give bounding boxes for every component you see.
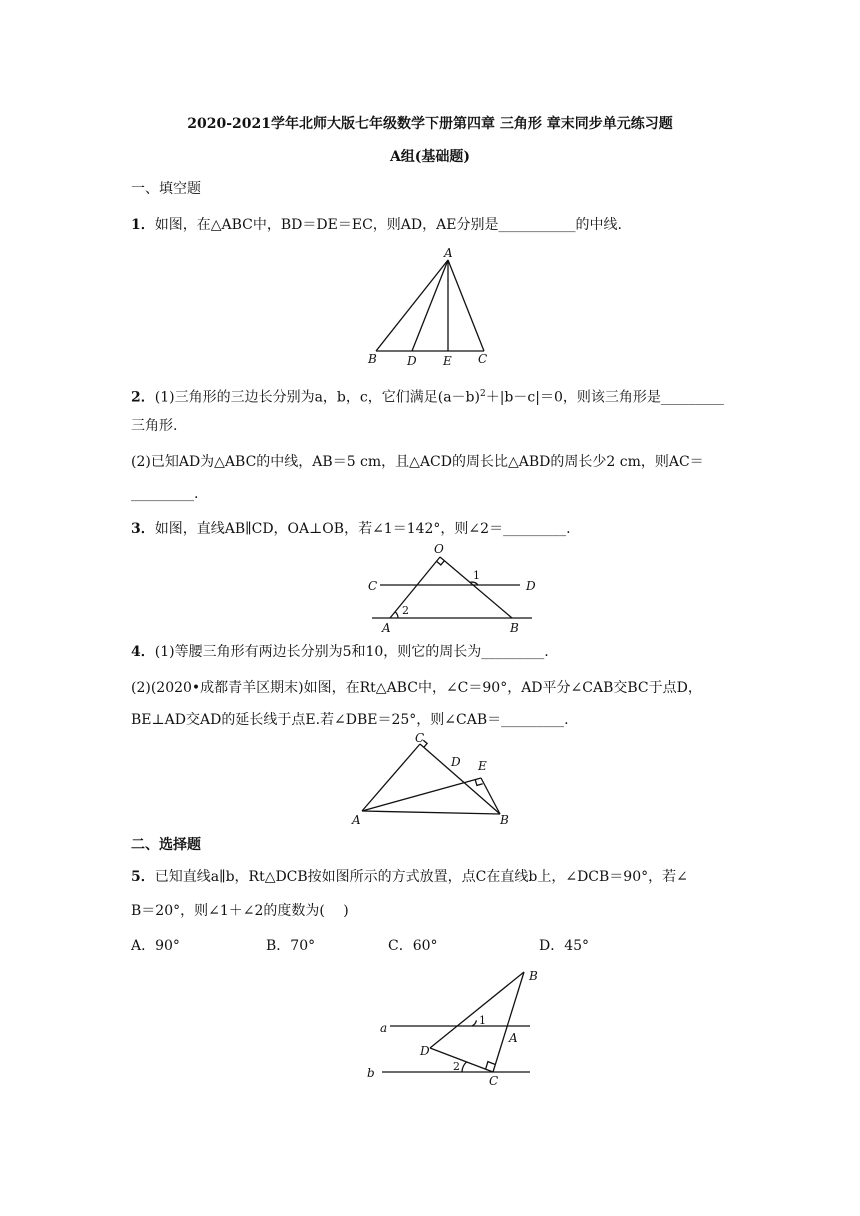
label-a: a [380,1021,388,1035]
label-a: A [352,813,361,827]
label-angle-1: 1 [479,1014,486,1027]
question-5-line-2: B＝20°，则∠1＋∠2的度数为( ) [131,903,349,919]
figure-triangle-abc-medians [360,245,500,370]
question-1 [131,216,622,234]
label-e: E [443,354,452,368]
label-angle-2: 2 [402,604,409,617]
label-d: D [420,1044,430,1058]
question-number: 1． [131,217,155,233]
option-d: D．45° [539,938,590,954]
label-d: D [451,755,461,769]
option-a: A．90° [131,938,180,954]
superscript: 2 [479,389,486,399]
question-text: 如图，在△ABC中，BD＝DE＝EC，则AD，AE分别是___________的中线. [154,217,622,233]
label-a: A [444,246,453,260]
label-c: C [489,1074,499,1088]
question-number: 5． [131,869,155,885]
label-c: C [478,352,488,366]
option-c: C．60° [388,938,438,954]
label-angle-2: 2 [453,1060,460,1073]
option-b: B．70° [266,938,316,954]
question-2-part-1 [131,385,724,407]
label-b: B [500,813,509,827]
question-5 [131,868,688,886]
label-e: E [478,759,487,773]
label-b: b [367,1066,375,1080]
label-angle-1: 1 [473,569,480,582]
question-number: 4． [131,644,155,660]
question-2-part-1-line-2: 三角形. [131,418,178,434]
label-c: C [415,731,425,745]
question-number: 3． [131,521,155,537]
question-text: 已知直线a∥b，Rt△DCB按如图所示的方式放置，点C在直线b上，∠DCB＝90°，若∠ [154,869,688,885]
section-heading-fill-blank: 一、填空题 [131,181,201,197]
question-2-part-2-line-2: _________. [131,486,199,502]
label-b: B [510,621,519,635]
label-a-vertex: A [509,1031,518,1045]
question-4-part-1 [131,643,549,661]
question-text: 如图，直线AB∥CD，OA⊥OB，若∠1＝142°，则∠2＝_________. [154,521,571,537]
question-2-part-2: (2)已知AD为△ABC的中线，AB＝5 cm，且△ACD的周长比△ABD的周长少2 cm，则AC＝ [131,454,704,470]
question-number: 2． [131,389,155,406]
section-heading-multiple-choice: 二、选择题 [131,837,201,853]
label-d: D [526,579,536,593]
question-text: (1)等腰三角形有两边长分别为5和10，则它的周长为_________. [154,644,549,660]
figure-right-triangle-bisector [345,730,520,830]
question-4-part-2-line-2: BE⊥AD交AD的延长线于点E.若∠DBE＝25°，则∠CAB＝_________. [131,712,569,728]
label-o: O [434,542,444,556]
question-text: (1)三角形的三边长分别为a，b，c，它们满足(a－b) [154,389,480,406]
figure-parallel-lines-right-angle [360,540,540,638]
label-b-vertex: B [529,969,538,983]
label-a: A [382,621,391,635]
label-b: B [368,352,377,366]
question-3 [131,520,571,538]
question-4-part-2: (2)(2020•成都青羊区期末)如图，在Rt△ABC中，∠C＝90°，AD平分∠CAB交BC于点D， [131,680,702,696]
question-text-continued: ＋|b－c|＝0，则该三角形是_________ [485,389,724,406]
figure-parallel-lines-right-triangle [360,962,560,1092]
page-subtitle: A组(基础题) [389,149,471,165]
label-d: D [407,354,417,368]
label-c: C [368,579,378,593]
page-title: 2020-2021学年北师大版七年级数学下册第四章 三角形 章末同步单元练习题 [187,116,673,132]
